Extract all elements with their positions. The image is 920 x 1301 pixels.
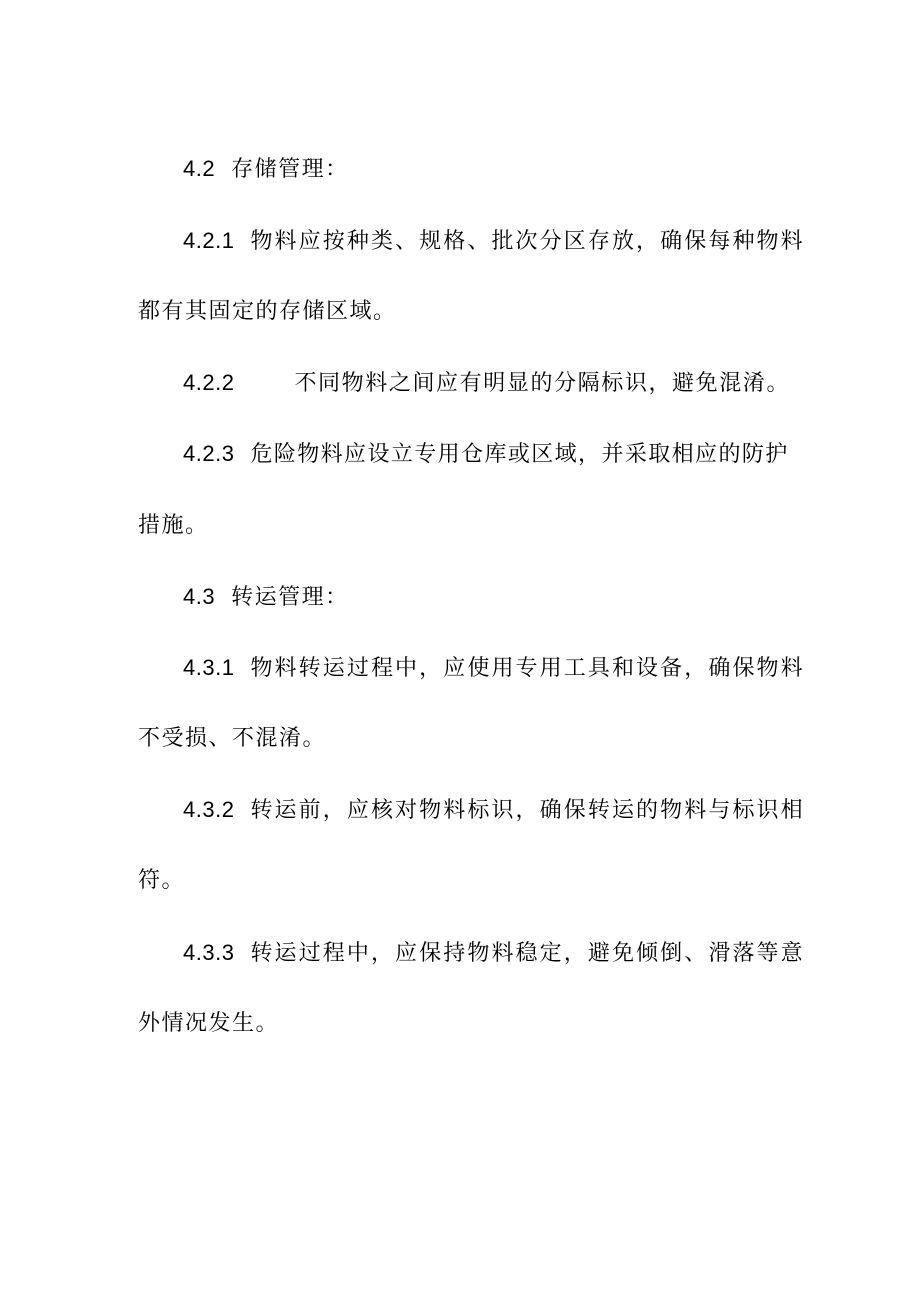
clause-text: 物料转运过程中，应使用专用工具和设备，确保物料 [250, 656, 805, 681]
section-title: 转运管理： [231, 585, 349, 610]
section-heading-4-2 [183, 154, 349, 185]
section-number: 4.2 [183, 156, 216, 181]
clause-4-2-3-line-1 [183, 439, 789, 470]
clause-text: 转运前，应核对物料标识，确保转运的物料与标识相 [250, 798, 805, 823]
section-heading-4-3 [183, 582, 349, 613]
clause-4-2-1-line-2 [138, 297, 397, 327]
clause-number: 4.3.1 [183, 655, 235, 680]
clause-4-3-2-line-2 [138, 866, 185, 896]
clause-number: 4.3.2 [183, 797, 235, 822]
clause-4-3-1-line-2 [138, 724, 326, 754]
clause-4-2-3-line-2 [138, 511, 209, 541]
clause-text: 物料应按种类、规格、批次分区存放，确保每种物料 [250, 229, 805, 254]
clause-text-continued: 符。 [138, 868, 186, 893]
clause-4-3-3-line-1 [183, 938, 805, 969]
clause-4-3-3-line-2 [138, 1009, 279, 1039]
clause-text-continued: 不受损、不混淆。 [138, 726, 327, 751]
clause-number: 4.2.2 [183, 370, 235, 395]
clause-4-2-1-line-1 [183, 226, 805, 257]
section-title: 存储管理： [231, 157, 349, 182]
clause-text-continued: 都有其固定的存储区域。 [138, 299, 397, 324]
clause-text-continued: 措施。 [138, 513, 209, 538]
clause-4-2-2-line-1 [183, 368, 790, 399]
clause-text: 转运过程中，应保持物料稳定，避免倾倒、滑落等意 [250, 941, 805, 966]
clause-number: 4.3.3 [183, 940, 235, 965]
clause-text: 不同物料之间应有明显的分隔标识，避免混淆。 [294, 371, 791, 396]
clause-number: 4.2.1 [183, 228, 235, 253]
section-number: 4.3 [183, 584, 216, 609]
clause-4-3-2-line-1 [183, 795, 805, 826]
clause-text-continued: 外情况发生。 [138, 1011, 280, 1036]
clause-4-3-1-line-1 [183, 653, 805, 684]
clause-text: 危险物料应设立专用仓库或区域，并采取相应的防护 [250, 442, 789, 467]
clause-number: 4.2.3 [183, 441, 235, 466]
